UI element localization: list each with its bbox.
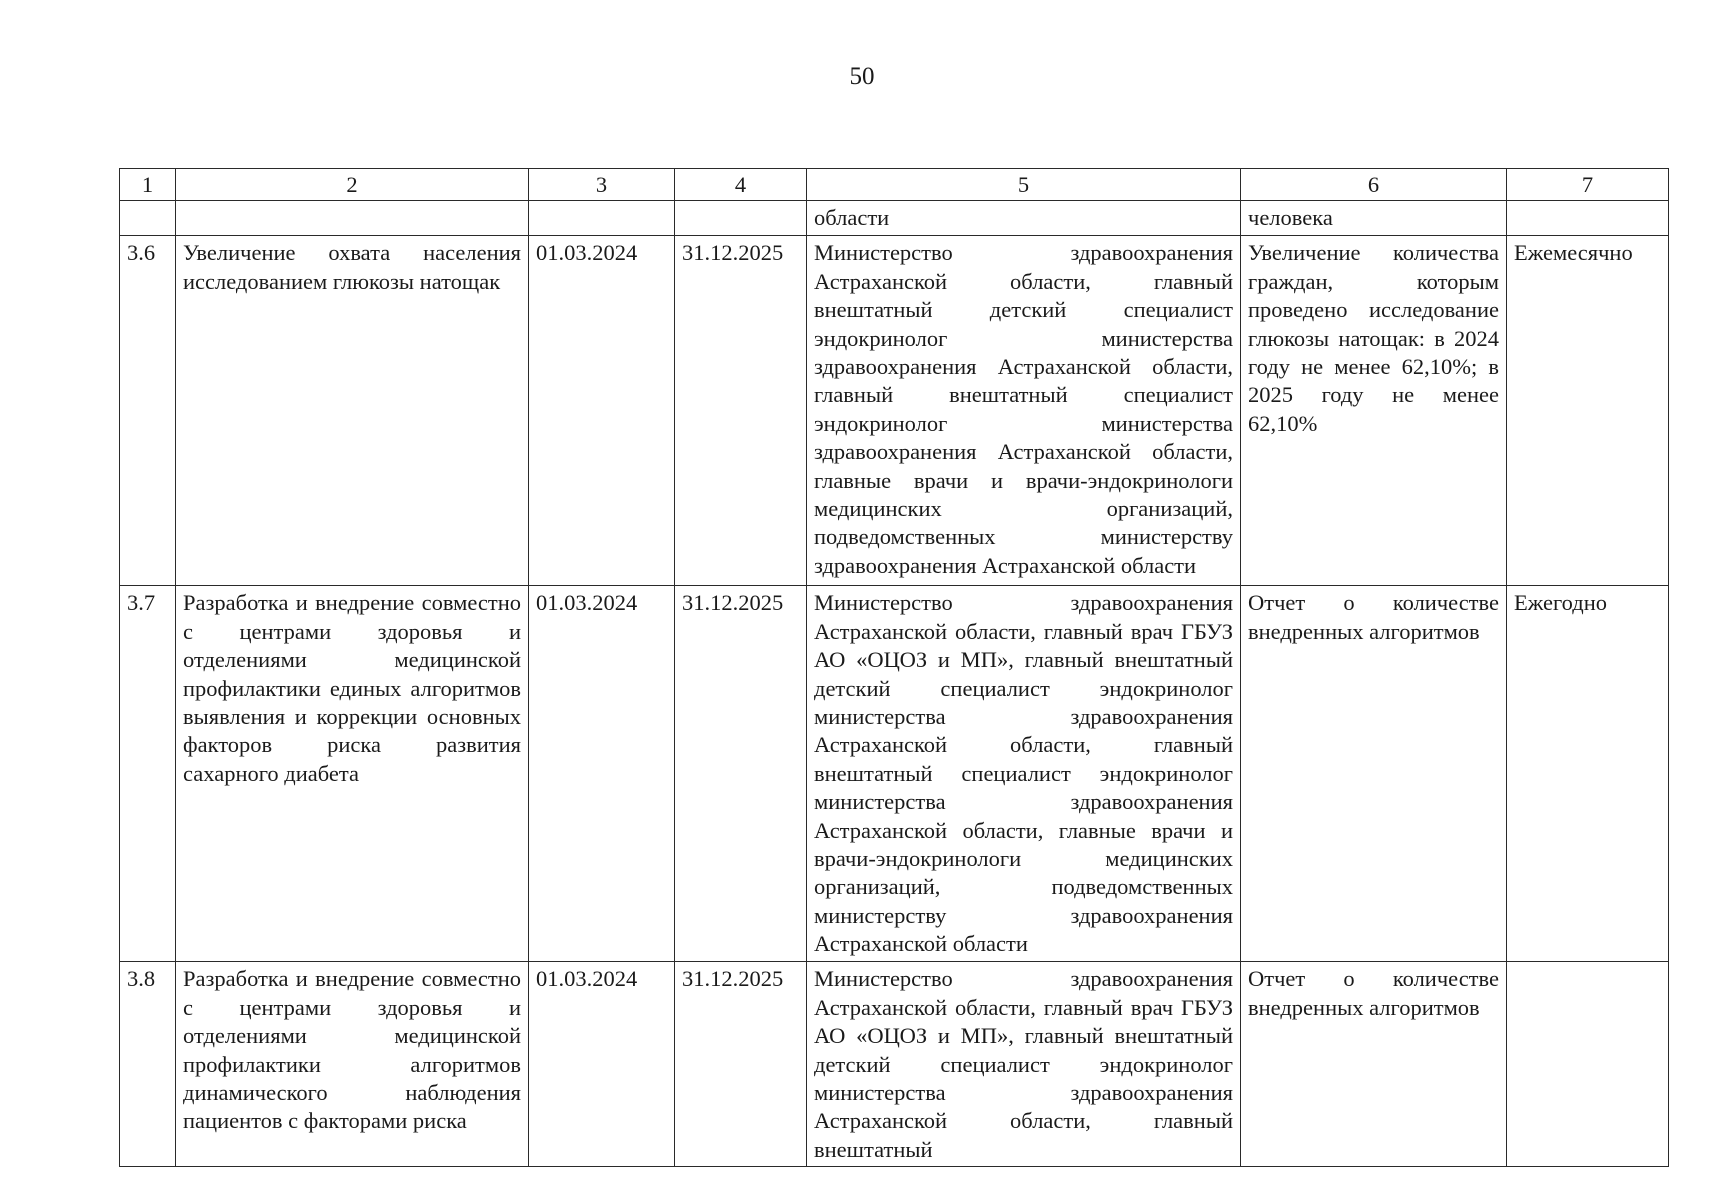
start-date: 01.03.2024 xyxy=(529,962,675,1167)
table-row xyxy=(120,962,1669,1167)
measure-number: 3.8 xyxy=(120,962,176,1167)
responsible-cell: Министерство здравоохранения Астраханской области, главный внештатный детский специалист эндокринолог министерства здравоохранения Астраханской области, главный внештатный специалист эндокринолог министерства здравоохранения Астраханской области, главные врачи и врачи-эндокринологи медицинских организаций, подведомственных министерству здравоохранения Астраханской области xyxy=(807,236,1241,586)
column-number: 2 xyxy=(176,169,529,201)
table-row xyxy=(120,236,1669,586)
responsible-cell: Министерство здравоохранения Астраханской области, главный врач ГБУЗ АО «ОЦОЗ и МП», главный внештатный детский специалист эндокринолог министерства здравоохранения Астраханской области, главный внештатный специалист эндокринолог министерства здравоохранения Астраханской области, главные врачи и врачи-эндокринологи медицинских организаций, подведомственных министерству здравоохранения Астраханской области xyxy=(807,586,1241,962)
frequency-cell: Ежегодно xyxy=(1507,586,1669,962)
column-number: 1 xyxy=(120,169,176,201)
empty-cell xyxy=(675,201,807,236)
frequency-cell xyxy=(1507,962,1669,1167)
column-number: 6 xyxy=(1241,169,1507,201)
empty-cell xyxy=(1507,201,1669,236)
measure-name: Разработка и внедрение совместно с центрами здоровья и отделениями медицинской профилактики единых алгоритмов выявления и коррекции основных факторов риска развития сахарного диабета xyxy=(176,586,529,962)
start-date: 01.03.2024 xyxy=(529,236,675,586)
end-date: 31.12.2025 xyxy=(675,586,807,962)
column-number: 7 xyxy=(1507,169,1669,201)
measure-number: 3.6 xyxy=(120,236,176,586)
result-cell: Отчет о количестве внедренных алгоритмов xyxy=(1241,962,1507,1167)
empty-cell xyxy=(529,201,675,236)
measure-name: Разработка и внедрение совместно с центрами здоровья и отделениями медицинской профилактики алгоритмов динамического наблюдения пациентов с факторами риска xyxy=(176,962,529,1167)
empty-cell xyxy=(120,201,176,236)
result-cell: человека xyxy=(1241,201,1507,236)
result-cell: Отчет о количестве внедренных алгоритмов xyxy=(1241,586,1507,962)
result-cell: Увеличение количества граждан, которым проведено исследование глюкозы натощак: в 2024 году не менее 62,10%; в 2025 году не менее 62,10% xyxy=(1241,236,1507,586)
continuation-row xyxy=(120,201,1669,236)
column-number-row xyxy=(120,169,1669,201)
measure-name: Увеличение охвата населения исследованием глюкозы натощак xyxy=(176,236,529,586)
page-number: 50 xyxy=(849,63,875,90)
measures-table xyxy=(119,168,1669,1167)
responsible-cell: области xyxy=(807,201,1241,236)
start-date: 01.03.2024 xyxy=(529,586,675,962)
empty-cell xyxy=(176,201,529,236)
measure-number: 3.7 xyxy=(120,586,176,962)
responsible-cell: Министерство здравоохранения Астраханской области, главный врач ГБУЗ АО «ОЦОЗ и МП», главный внештатный детский специалист эндокринолог министерства здравоохранения Астраханской области, главный внештатный xyxy=(807,962,1241,1167)
table-row xyxy=(120,586,1669,962)
end-date: 31.12.2025 xyxy=(675,962,807,1167)
end-date: 31.12.2025 xyxy=(675,236,807,586)
column-number: 4 xyxy=(675,169,807,201)
frequency-cell: Ежемесячно xyxy=(1507,236,1669,586)
column-number: 5 xyxy=(807,169,1241,201)
column-number: 3 xyxy=(529,169,675,201)
